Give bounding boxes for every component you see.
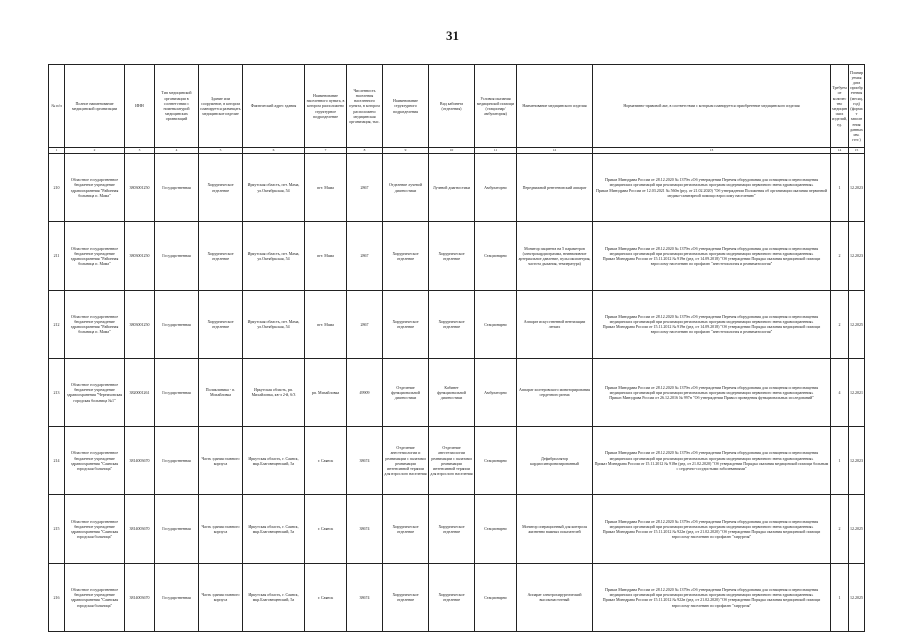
organization-type-cell: Государственная	[155, 222, 199, 290]
planned-date-cell: 12.2023	[849, 427, 865, 495]
planned-date-cell: 12.2021	[849, 358, 865, 426]
care-conditions-cell: Стационарно	[475, 290, 517, 358]
organization-type-cell: Государственная	[155, 563, 199, 631]
column-number: 1	[49, 148, 65, 154]
division-cell: Хирургическое отделение	[383, 222, 429, 290]
address-cell: Иркутская область, г. Саянск, мкр.Благовещенский, 5а	[243, 427, 305, 495]
row-number-cell: 210	[49, 154, 65, 222]
table-row	[49, 290, 865, 358]
medical-device-cell: Аппарат электрохирургический высокочастотный	[517, 563, 593, 631]
organization-type-cell: Государственная	[155, 427, 199, 495]
page-number: 31	[446, 28, 459, 43]
row-number-cell: 213	[49, 358, 65, 426]
planned-date-cell: 12.2023	[849, 154, 865, 222]
table-row	[49, 222, 865, 290]
table-row	[49, 563, 865, 631]
planned-date-cell: 12.2023	[849, 222, 865, 290]
organization-type-cell: Государственная	[155, 154, 199, 222]
column-number: 10	[429, 148, 475, 154]
column-header: Здание или сооружение, в котором планируется размещать медицинское изделие	[199, 65, 243, 148]
population-cell: 49909	[347, 358, 383, 426]
column-number: 4	[155, 148, 199, 154]
column-number: 11	[475, 148, 517, 154]
cabinet-cell: Отделение анестезиологии реанимации с палатами реанимации интенсивной терапии для взрослого населения	[429, 427, 475, 495]
inn-cell: 3814003670	[125, 495, 155, 563]
quantity-cell: 2	[831, 495, 849, 563]
column-number: 15	[849, 148, 865, 154]
organization-name-cell: Областное государственное бюджетное учреждение здравоохранения "Районная больница п. Мама"	[65, 290, 125, 358]
quantity-cell: 1	[831, 427, 849, 495]
settlement-cell: пгт. Мама	[305, 290, 347, 358]
quantity-cell: 1	[831, 154, 849, 222]
organization-type-cell: Государственная	[155, 495, 199, 563]
organization-name-cell: Областное государственное бюджетное учреждение здравоохранения "Саянская городская больница"	[65, 495, 125, 563]
division-cell: Отделение анестезиологии и реанимации с палатами реанимации интенсивной терапии для взрослого населения	[383, 427, 429, 495]
care-conditions-cell: Амбулаторно	[475, 154, 517, 222]
column-number: 6	[243, 148, 305, 154]
row-number-cell: 212	[49, 290, 65, 358]
care-conditions-cell: Амбулаторно	[475, 358, 517, 426]
organization-name-cell: Областное государственное бюджетное учреждение здравоохранения "Черемховская городская больница №1"	[65, 358, 125, 426]
building-cell: Поликлиника - п. Михайловка	[199, 358, 243, 426]
column-header: Наименование структурного подразделения	[383, 65, 429, 148]
inn-cell: 3803001250	[125, 222, 155, 290]
regulatory-act-cell: Приказ Минздрава России от 28.12.2020 № 1379н «Об утверждении Перечня оборудования для оснащения и переоснащения медицинских организаций при реализации региональных программ модернизации первичного звена здравоохранения» Приказ Минздрава России от 15.11.2012 № 919н (ред. от 14.09.2018) "Об утверждении Порядка оказания медицинской помощи взрослому населению по профилю "анестезиология и реаниматология"	[593, 290, 831, 358]
medical-device-cell: Аппарат холтеровского мониторирования сердечного ритма	[517, 358, 593, 426]
population-cell: 2867	[347, 222, 383, 290]
care-conditions-cell: Стационарно	[475, 563, 517, 631]
planned-date-cell: 12.2025	[849, 563, 865, 631]
column-header: Наименование населенного пункта, в котором расположено структурное подразделение	[305, 65, 347, 148]
organization-type-cell: Государственная	[155, 290, 199, 358]
population-cell: 2867	[347, 154, 383, 222]
column-number: 9	[383, 148, 429, 154]
address-cell: Иркутская область, г. Саянск, мкр.Благовещенский, 5а	[243, 563, 305, 631]
building-cell: Хирургическое отделение	[199, 290, 243, 358]
medical-device-cell: Дефибриллятор кардиосинхронизированный	[517, 427, 593, 495]
settlement-cell: г. Саянск	[305, 563, 347, 631]
inn-cell: 3814003670	[125, 427, 155, 495]
column-header: ИНН	[125, 65, 155, 148]
medical-device-cell: Монитор операционный для контроля жизненно важных показателей	[517, 495, 593, 563]
column-header: Планируемая дата приобретения (месяц, год) (формат заполнения данных мм. гггг.)	[849, 65, 865, 148]
regulatory-act-cell: Приказ Минздрава России от 28.12.2020 № 1379н «Об утверждении Перечня оборудования для оснащения и переоснащения медицинских организаций при реализации региональных программ модернизации первичного звена здравоохранения» Приказ Минздрава России от 15.11.2012 № 922н (ред. от 21.02.2020) "Об утверждении Порядка оказания медицинской помощи взрослому населению по профилю "хирургия"	[593, 563, 831, 631]
inn-cell: 3803001250	[125, 154, 155, 222]
address-cell: Иркутская область, пгт. Мама, ул.Октябрьская, 54	[243, 222, 305, 290]
row-number-cell: 211	[49, 222, 65, 290]
building-cell: Хирургическое отделение	[199, 154, 243, 222]
column-header: Нормативно-правовой акт, в соответствии с которым планируется приобретение медицинского изделия	[593, 65, 831, 148]
inn-cell: 3803001250	[125, 290, 155, 358]
quantity-cell: 2	[831, 290, 849, 358]
inn-cell: 3820001261	[125, 358, 155, 426]
regulatory-act-cell: Приказ Минздрава России от 28.12.2020 № 1379н «Об утверждении Перечня оборудования для оснащения и переоснащения медицинских организаций при реализации региональных программ модернизации первичного звена здравоохранения» Приказ Минздрава России от 15.11.2012 № 922н (ред. от 21.02.2020) "Об утверждении Порядка оказания медицинской помощи взрослому населению по профилю "хирургия"	[593, 495, 831, 563]
address-cell: Иркутская область, г. Саянск, мкр.Благовещенский, 5а	[243, 495, 305, 563]
column-number: 5	[199, 148, 243, 154]
medical-device-cell: Передвижной рентгеновский аппарат	[517, 154, 593, 222]
cabinet-cell: Хирургическое отделение	[429, 495, 475, 563]
organization-name-cell: Областное государственное бюджетное учреждение здравоохранения "Саянская городская больница"	[65, 427, 125, 495]
table-row	[49, 427, 865, 495]
cabinet-cell: Лучевой диагностики	[429, 154, 475, 222]
row-number-cell: 214	[49, 427, 65, 495]
regulatory-act-cell: Приказ Минздрава России от 28.12.2020 № 1379н «Об утверждении Перечня оборудования для оснащения и переоснащения медицинских организаций при реализации региональных программ модернизации первичного звена здравоохранения» Приказ Минздрава России от 15.11.2012 № 919н (ред. от 14.09.2018) "Об утверждении Порядка оказания медицинской помощи взрослому населению по профилю "анестезиология и реаниматология"	[593, 222, 831, 290]
quantity-cell: 4	[831, 358, 849, 426]
population-cell: 38674	[347, 427, 383, 495]
inn-cell: 3814003670	[125, 563, 155, 631]
planned-date-cell: 12.2025	[849, 290, 865, 358]
settlement-cell: г. Саянск	[305, 495, 347, 563]
organization-name-cell: Областное государственное бюджетное учреждение здравоохранения "Саянская городская больница"	[65, 563, 125, 631]
column-header: Условия оказания медицинской помощи (стационар/амбулатория)	[475, 65, 517, 148]
population-cell: 2867	[347, 290, 383, 358]
column-header: Наименование медицинского изделия	[517, 65, 593, 148]
column-header: Вид кабинета (отделения)	[429, 65, 475, 148]
column-header: Требуемое количество медицинских изделий, ед.	[831, 65, 849, 148]
cabinet-cell: Кабинет функциональной диагностики	[429, 358, 475, 426]
division-cell: Хирургическое отделение	[383, 495, 429, 563]
settlement-cell: пгт. Мама	[305, 222, 347, 290]
column-number: 12	[517, 148, 593, 154]
building-cell: Часть здания главного корпуса	[199, 427, 243, 495]
regulatory-act-cell: Приказ Минздрава России от 28.12.2020 № 1379н «Об утверждении Перечня оборудования для оснащения и переоснащения медицинских организаций при реализации региональных программ модернизации первичного звена здравоохранения» Приказ Минздрава России от 12.03.2021 № 560н (ред. от 21.02.2020) "Об утверждении Положения об организации оказания первичной медико-санитарной помощи взрослому населению"	[593, 154, 831, 222]
medical-device-cell: Аппарат искусственной вентиляции легких	[517, 290, 593, 358]
address-cell: Иркутская область, пгт. Мама, ул.Октябрьская, 54	[243, 154, 305, 222]
table-row	[49, 154, 865, 222]
organization-name-cell: Областное государственное бюджетное учреждение здравоохранения "Районная больница п. Мама"	[65, 222, 125, 290]
cabinet-cell: Хирургическое отделение	[429, 290, 475, 358]
table-row	[49, 495, 865, 563]
population-cell: 38674	[347, 563, 383, 631]
column-header: Полное наименование медицинской организации	[65, 65, 125, 148]
column-number: 7	[305, 148, 347, 154]
column-number: 3	[125, 148, 155, 154]
care-conditions-cell: Стационарно	[475, 495, 517, 563]
cabinet-cell: Хирургическое отделение	[429, 563, 475, 631]
division-cell: Отделение лучевой диагностики	[383, 154, 429, 222]
division-cell: Отделение функциональной диагностики	[383, 358, 429, 426]
equipment-register-table	[48, 64, 865, 632]
header-row	[49, 65, 865, 148]
care-conditions-cell: Стационарно	[475, 427, 517, 495]
organization-type-cell: Государственная	[155, 358, 199, 426]
column-header: Тип медицинской организации в соответствии с номенклатурой медицинских организаций	[155, 65, 199, 148]
settlement-cell: пгт. Мама	[305, 154, 347, 222]
column-number: 8	[347, 148, 383, 154]
division-cell: Хирургическое отделение	[383, 563, 429, 631]
column-header: Численность населения населенного пункта, в котором расположено медицинская организация, тыс.	[347, 65, 383, 148]
row-number-cell: 215	[49, 495, 65, 563]
column-number: 14	[831, 148, 849, 154]
regulatory-act-cell: Приказ Минздрава России от 28.12.2020 № 1379н «Об утверждении Перечня оборудования для оснащения и переоснащения медицинских организаций при реализации региональных программ модернизации первичного звена здравоохранения» Приказ Минздрава России от 15.11.2012 № 918н (ред. от 21.02.2020) "Об утверждении Порядка оказания медицинской помощи больным с сердечно-сосудистыми заболеваниями"	[593, 427, 831, 495]
medical-device-cell: Монитор пациента на 5 параметров (электрокардиограмма, неинвазивное артериальное давление, пульсоксиметрия, частота дыхания, температура)	[517, 222, 593, 290]
planned-date-cell: 12.2025	[849, 495, 865, 563]
column-header: Фактический адрес здания	[243, 65, 305, 148]
column-number: 13	[593, 148, 831, 154]
quantity-cell: 1	[831, 563, 849, 631]
column-number: 2	[65, 148, 125, 154]
regulatory-act-cell: Приказ Минздрава России от 28.12.2020 № 1379н «Об утверждении Перечня оборудования для оснащения и переоснащения медицинских организаций при реализации региональных программ модернизации первичного звена здравоохранения» Приказ Минздрава России от 26.12.2016 № 997н "Об утверждении Правил проведения функциональных исследований"	[593, 358, 831, 426]
row-number-cell: 216	[49, 563, 65, 631]
building-cell: Часть здания главного корпуса	[199, 563, 243, 631]
building-cell: Часть здания главного корпуса	[199, 495, 243, 563]
settlement-cell: рп. Михайловка	[305, 358, 347, 426]
table-body	[49, 154, 865, 632]
settlement-cell: г. Саянск	[305, 427, 347, 495]
care-conditions-cell: Стационарно	[475, 222, 517, 290]
building-cell: Хирургическое отделение	[199, 222, 243, 290]
table-row	[49, 358, 865, 426]
population-cell: 38674	[347, 495, 383, 563]
organization-name-cell: Областное государственное бюджетное учреждение здравоохранения "Районная больница п. Мама"	[65, 154, 125, 222]
address-cell: Иркутская область, рп. Михайловка, кв-л 2-й, 6/3	[243, 358, 305, 426]
column-header: № п/п	[49, 65, 65, 148]
cabinet-cell: Хирургическое отделение	[429, 222, 475, 290]
quantity-cell: 2	[831, 222, 849, 290]
address-cell: Иркутская область, пгт. Мама, ул.Октябрьская, 54	[243, 290, 305, 358]
division-cell: Хирургическое отделение	[383, 290, 429, 358]
